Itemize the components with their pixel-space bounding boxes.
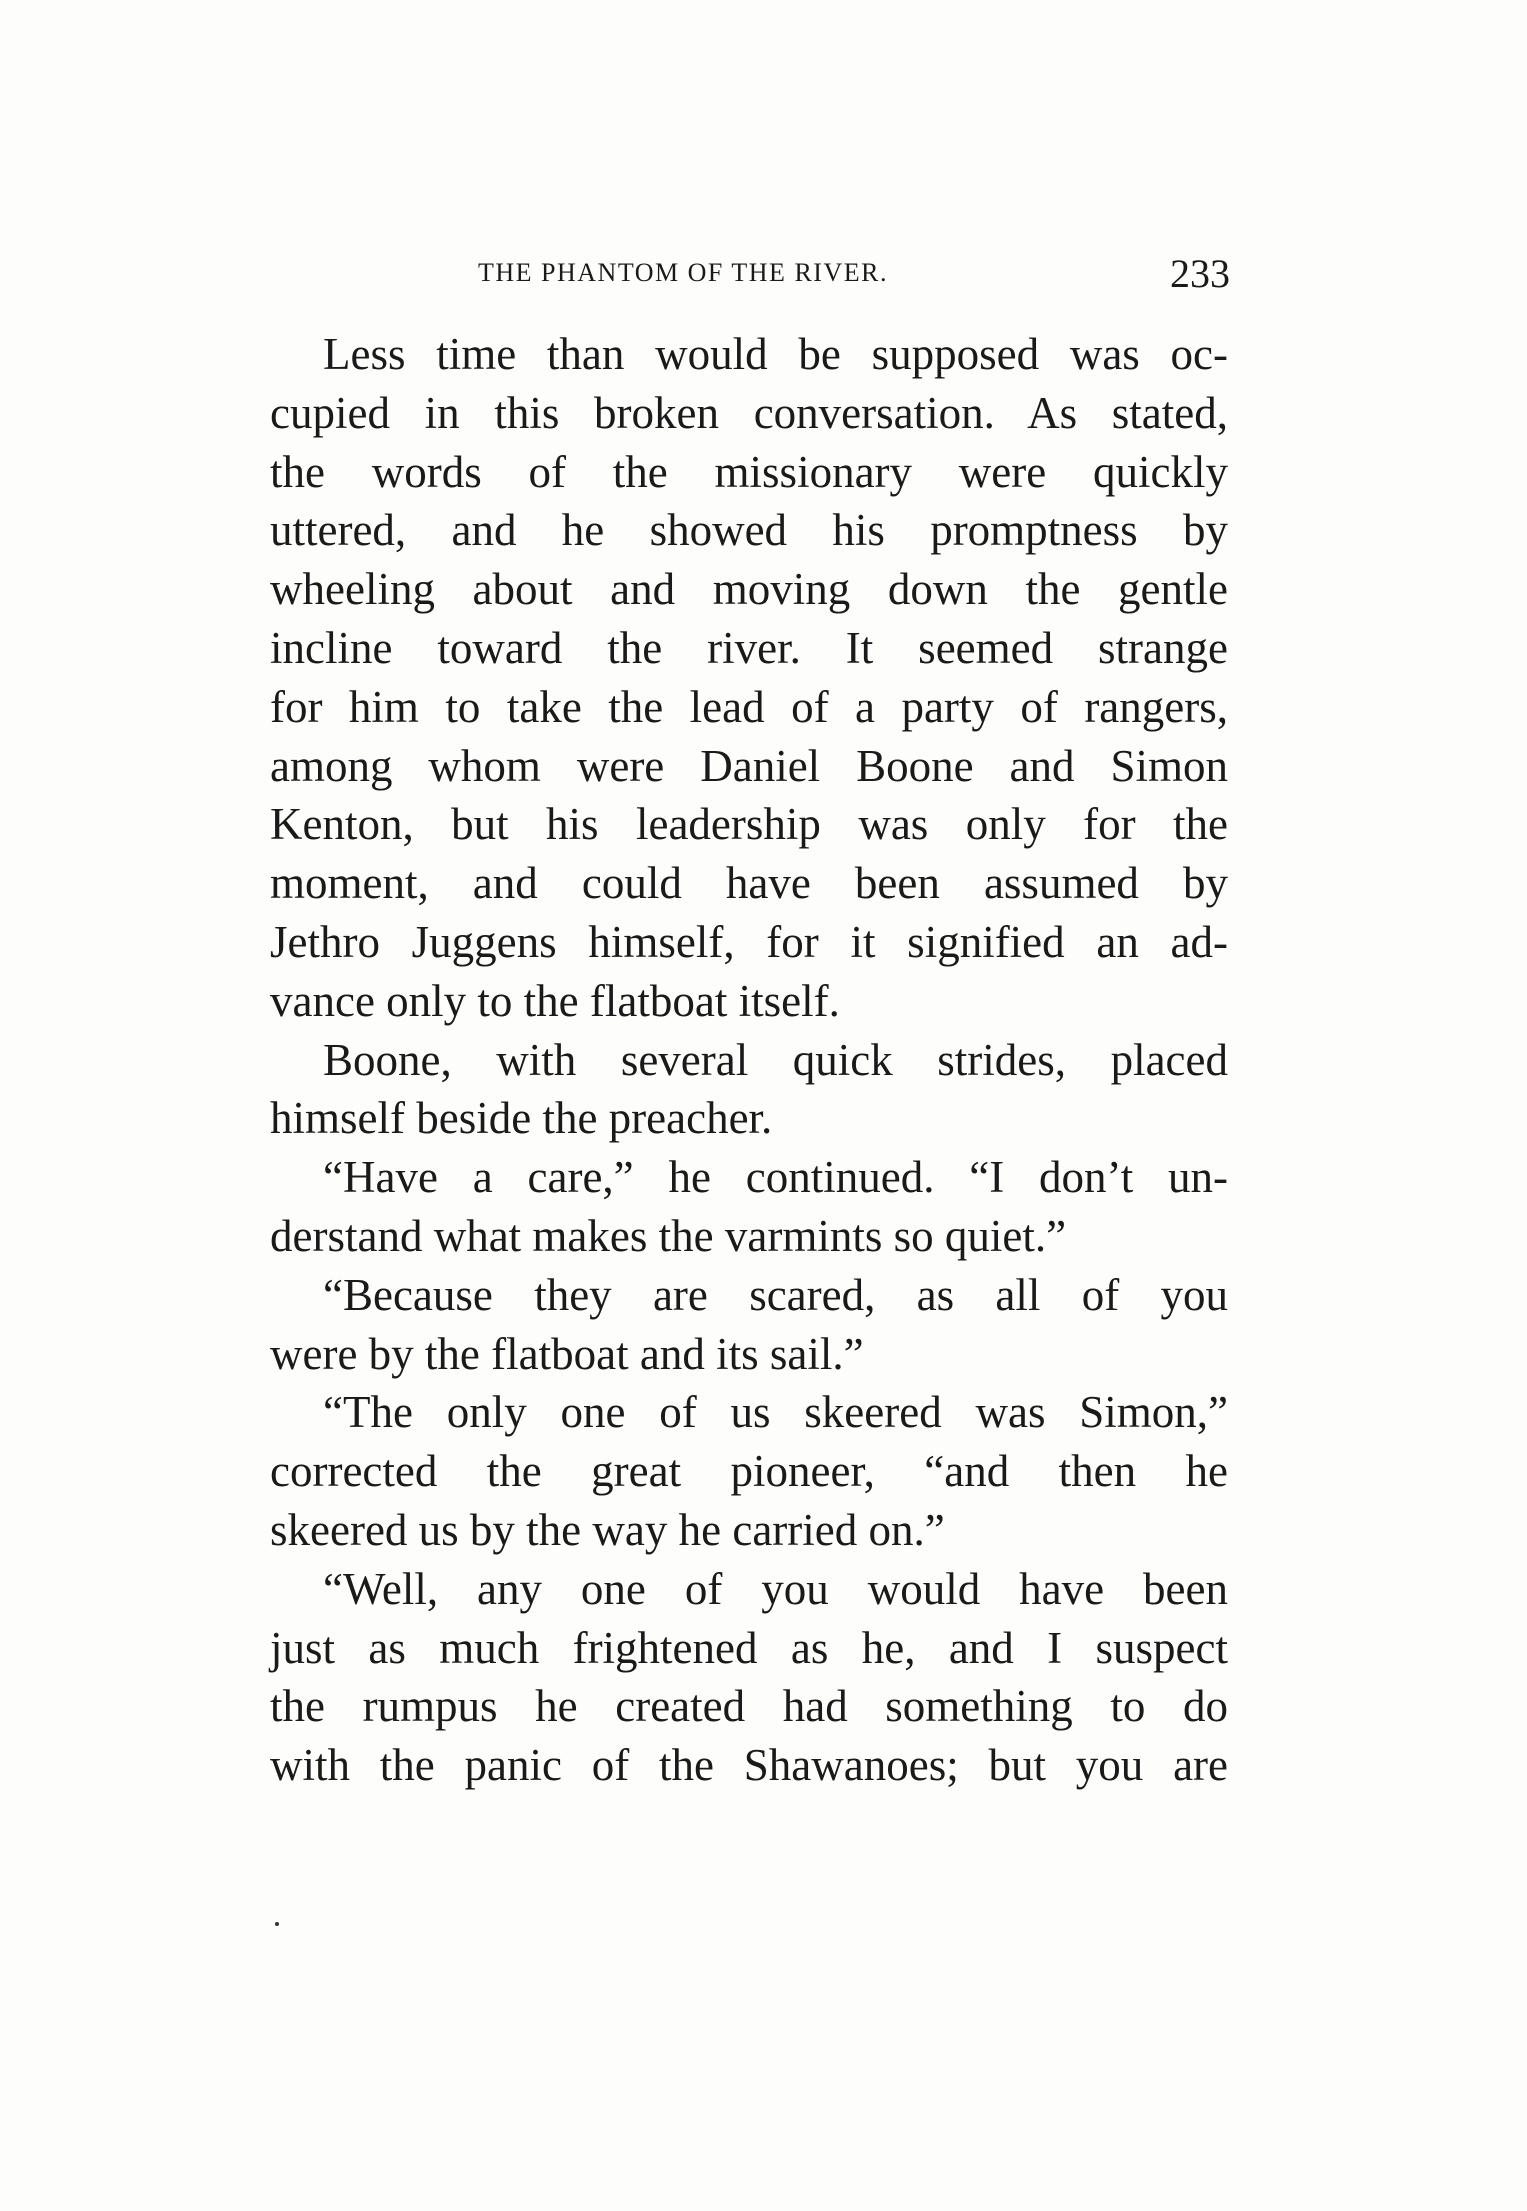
- text-line: the words of the missionary were quickly: [270, 446, 1228, 497]
- text-line: Boone, with several quick strides, placed: [323, 1034, 1228, 1085]
- text-line: Jethro Juggens himself, for it signified an ad-: [270, 916, 1228, 967]
- page-number: 233: [1170, 251, 1230, 296]
- text-line: moment, and could have been assumed by: [270, 858, 1228, 909]
- text-line: wheeling about and moving down the gentle: [270, 564, 1228, 615]
- text-line: derstand what makes the varmints so quiet.”: [270, 1210, 1067, 1261]
- text-line: skeered us by the way he carried on.”: [270, 1504, 945, 1555]
- text-line: “Have a care,” he continued. “I don’t un-: [323, 1152, 1228, 1203]
- stray-ink-mark: [275, 1922, 279, 1926]
- text-line: himself beside the preacher.: [270, 1093, 773, 1144]
- text-line: with the panic of the Shawanoes; but you are: [270, 1740, 1228, 1791]
- text-line: vance only to the flatboat itself.: [270, 975, 840, 1026]
- text-line: corrected the great pioneer, “and then he: [270, 1446, 1228, 1497]
- text-line: Kenton, but his leadership was only for the: [270, 799, 1228, 850]
- text-line: the rumpus he created had something to do: [270, 1681, 1228, 1732]
- text-line: “Well, any one of you would have been: [323, 1563, 1228, 1614]
- text-line: cupied in this broken conversation. As stated,: [270, 387, 1228, 438]
- text-line: for him to take the lead of a party of rangers,: [270, 681, 1228, 732]
- text-line: just as much frightened as he, and I suspect: [270, 1622, 1228, 1673]
- text-line: “Because they are scared, as all of you: [323, 1269, 1228, 1320]
- body-text: [270, 325, 1228, 1795]
- text-line: were by the flatboat and its sail.”: [270, 1328, 864, 1379]
- running-title: THE PHANTOM OF THE RIVER.: [478, 258, 888, 287]
- running-head: [270, 250, 1230, 300]
- text-line: uttered, and he showed his promptness by: [270, 505, 1228, 556]
- text-line: “The only one of us skeered was Simon,”: [323, 1387, 1228, 1438]
- text-line: among whom were Daniel Boone and Simon: [270, 740, 1228, 791]
- text-line: incline toward the river. It seemed strange: [270, 622, 1228, 673]
- text-line: Less time than would be supposed was oc-: [323, 329, 1228, 379]
